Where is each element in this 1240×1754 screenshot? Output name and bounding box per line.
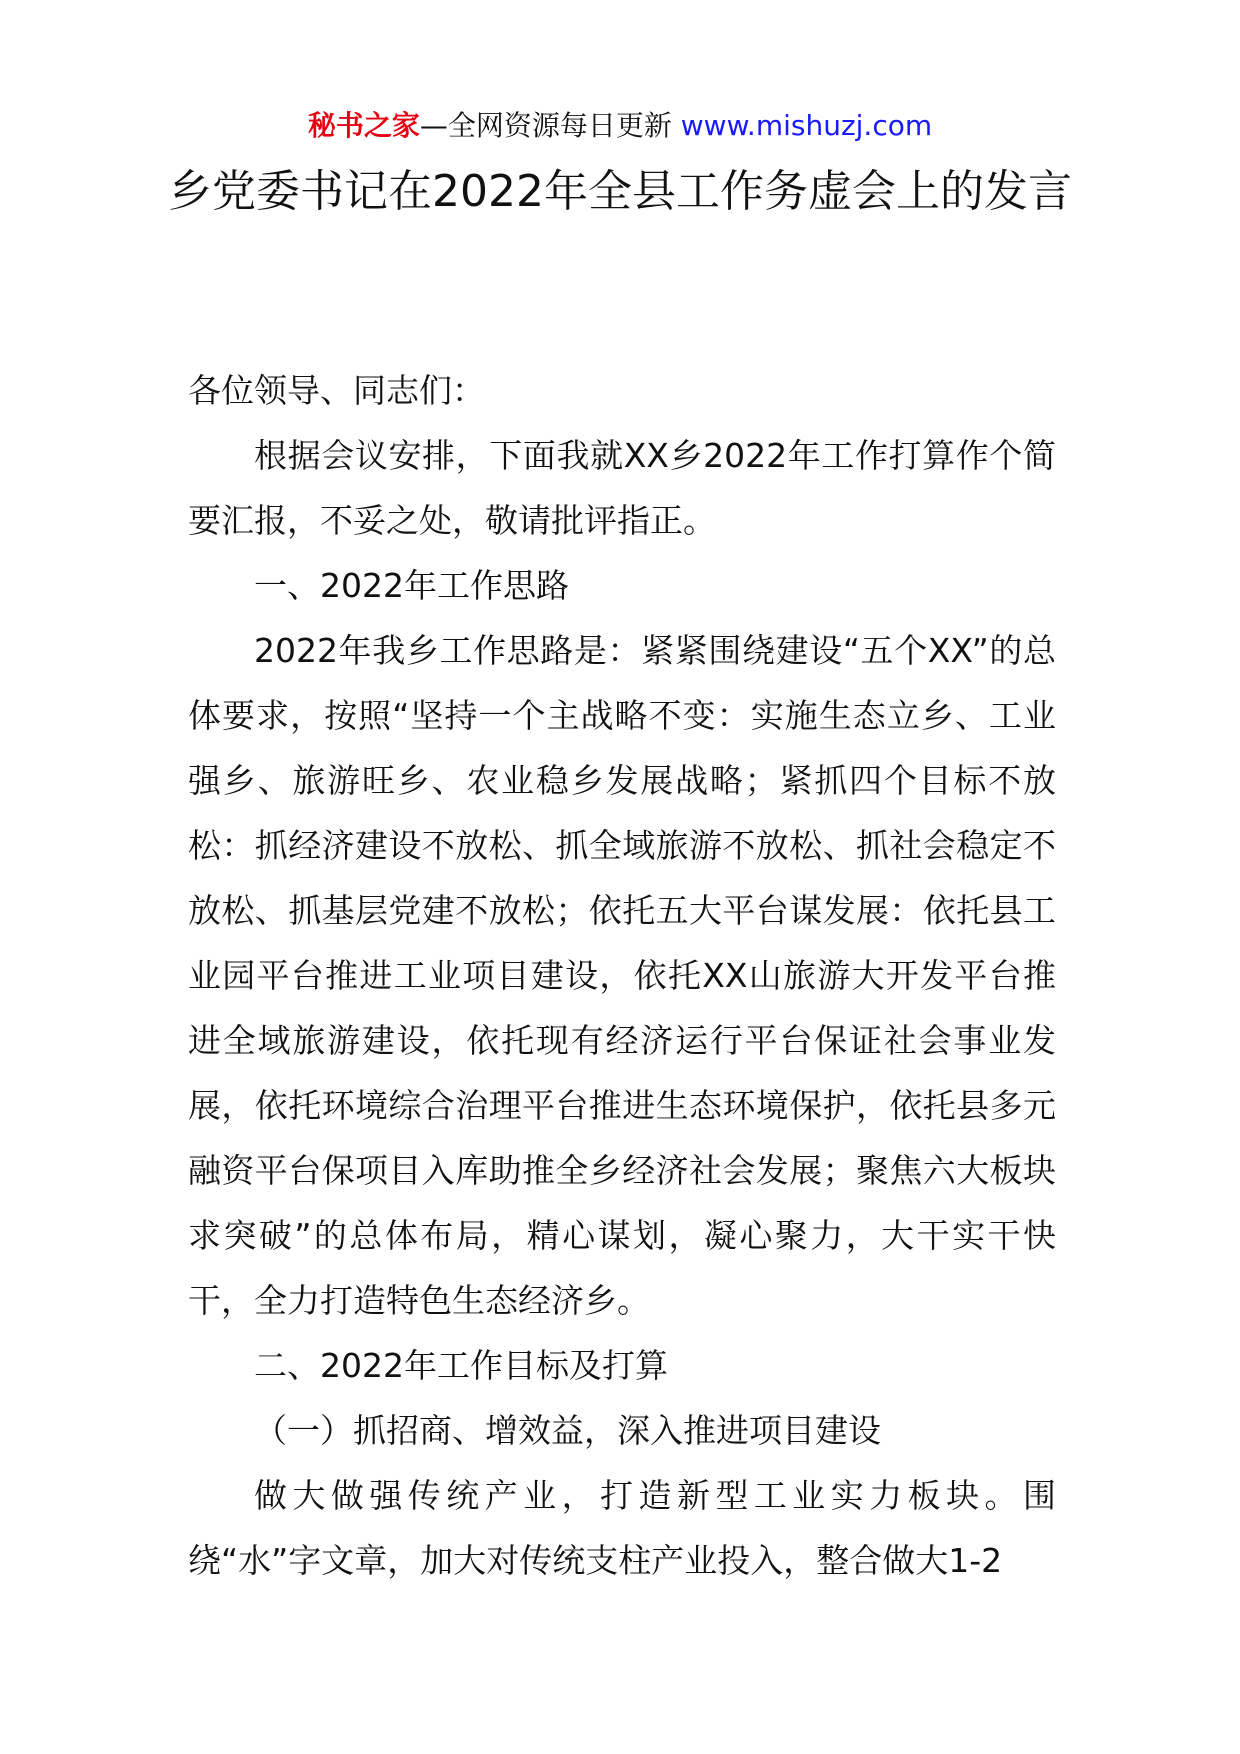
work-ideas-paragraph: 2022年我乡工作思路是：紧紧围绕建设“五个XX”的总体要求，按照“坚持一个主战略不变：实施生态立乡、工业强乡、旅游旺乡、农业稳乡发展战略；紧抓四个目标不放松：抓经济建设不放松、抓全域旅游不放松、抓社会稳定不放松、抓基层党建不放松；依托五大平台谋发展：依托县工业园平台推进工业项目建设，依托XX山旅游大开发平台推进全域旅游建设，依托现有经济运行平台保证社会事业发展，依托环境综合治理平台推进生态环境保护，依托县多元融资平台保项目入库助推全乡经济社会发展；聚焦六大板块求突破”的总体布局，精心谋划，凝心聚力，大干实干快干，全力打造特色生态经济乡。 (188, 631, 1056, 1320)
industry-paragraph: 做大做强传统产业，打造新型工业实力板块。围绕“水”字文章，加大对传统支柱产业投入，整合做大1-2 (188, 1476, 1056, 1580)
header-url[interactable]: www.mishuzj.com (680, 109, 933, 142)
salutation: 各位领导、同志们： (188, 371, 485, 410)
section-heading-2: 二、2022年工作目标及打算 (254, 1346, 668, 1385)
header-tagline: —全网资源每日更新 (419, 109, 681, 142)
document-body (188, 358, 1056, 1593)
subsection-heading-1: （一）抓招商、增效益，深入推进项目建设 (254, 1411, 881, 1450)
document-title: 乡党委书记在2022年全县工作务虚会上的发言 (168, 166, 1072, 217)
section-heading-1: 一、2022年工作思路 (254, 566, 569, 605)
watermark-header (0, 106, 1240, 146)
intro-paragraph: 根据会议安排，下面我就XX乡2022年工作打算作个简要汇报，不妥之处，敬请批评指正。 (188, 436, 1056, 540)
brand-name: 秘书之家 (307, 109, 420, 142)
